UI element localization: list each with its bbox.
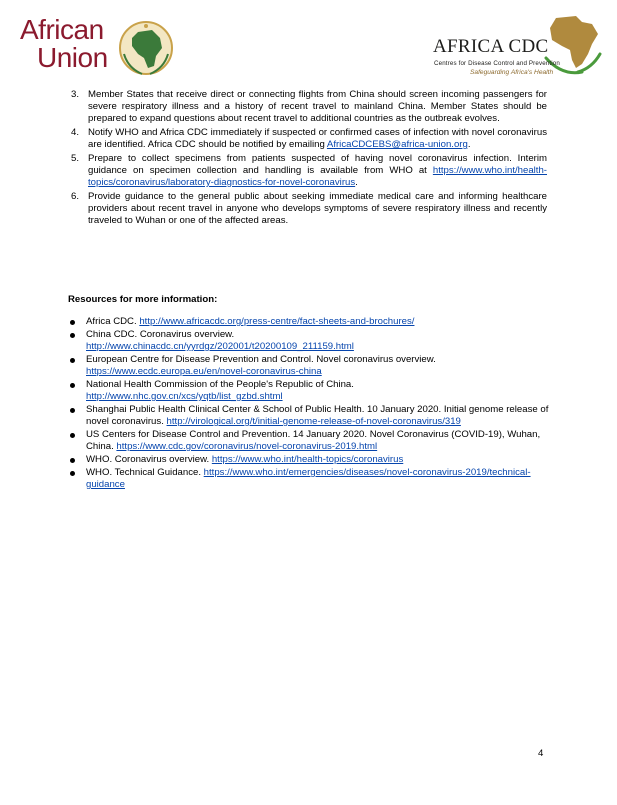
list-item (71, 153, 547, 189)
resource-text: WHO. Coronavirus overview. (86, 454, 212, 465)
resource-link[interactable]: https://www.who.int/emergencies/diseases/novel-coronavirus-2019/technical-guidance (86, 467, 531, 490)
list-item (70, 354, 550, 378)
bullet-icon (70, 333, 75, 338)
au-emblem-icon (116, 18, 176, 78)
item-text: Member States that receive direct or connecting flights from China should screen incoming passengers for severe respiratory illness and a history of recent travel to mainland China. Member States should be prepared to expand questions about recent travel to additional countries as the outbreak evolves. (88, 89, 547, 124)
bullet-icon (70, 408, 75, 413)
resource-link[interactable]: https://www.cdc.gov/coronavirus/novel-coronavirus-2019.html (116, 441, 378, 452)
item-text-after: . (467, 139, 471, 150)
resource-text: Shanghai Public Health Clinical Center & School of Public Health. 10 January 2020. Initial genome release of novel coronavirus. (86, 404, 549, 427)
list-item (70, 454, 550, 466)
bullet-icon (70, 458, 75, 463)
list-item (70, 329, 550, 353)
recommendations-list (71, 89, 547, 229)
africa-cdc-subtitle: Centres for Disease Control and Prevention (434, 60, 560, 67)
resource-text: China CDC. Coronavirus overview. (86, 329, 235, 340)
africa-cdc-tagline: Safeguarding Africa's Health (470, 69, 554, 76)
item-number: 4. (71, 127, 80, 138)
resource-link[interactable]: http://www.africacdc.org/press-centre/fact-sheets-and-brochures/ (139, 316, 415, 327)
africa-cdc-logo (430, 14, 605, 82)
email-link[interactable]: AfricaCDCEBS@africa-union.org (326, 139, 468, 150)
list-item (70, 404, 550, 428)
resource-link[interactable]: https://www.ecdc.europa.eu/en/novel-coronavirus-china (86, 366, 322, 377)
bullet-icon (70, 471, 75, 476)
list-item (70, 467, 550, 491)
item-text: Provide guidance to the general public about seeking immediate medical care and informing healthcare providers about recent travel in anyone who develops symptoms of severe respiratory illness and recently traveled to Wuhan or one of the affected areas. (88, 191, 547, 226)
africa-cdc-title: AFRICA CDC (433, 36, 549, 57)
resource-link[interactable]: http://www.chinacdc.cn/yyrdgz/202001/t20200109_211159.html (86, 341, 354, 352)
resource-link[interactable]: http://www.nhc.gov.cn/xcs/yqtb/list_gzbd.shtml (86, 391, 283, 402)
au-line1: African (20, 14, 104, 45)
page-number: 4 (538, 748, 544, 759)
item-text-after: . (355, 177, 358, 188)
resource-text: US Centers for Disease Control and Prevention. 14 January 2020. Novel Coronavirus (COVID-19), Wuhan, China. (86, 429, 541, 452)
list-item (70, 316, 550, 328)
item-text: Notify WHO and Africa CDC immediately if suspected or confirmed cases of infection with novel coronavirus are identified. Africa CDC should be notified by emailing (88, 127, 547, 150)
resource-text: European Centre for Disease Prevention and Control. Novel coronavirus overview. (86, 354, 436, 365)
who-lab-diagnostics-link[interactable]: https://www.who.int/health-topics/coronavirus/laboratory-diagnostics-for-novel-coronavirus (88, 165, 547, 188)
list-item (70, 429, 550, 453)
item-number: 3. (71, 89, 80, 100)
au-line2: Union (37, 42, 108, 73)
resource-link[interactable]: http://virological.org/t/initial-genome-release-of-novel-coronavirus/319 (166, 416, 461, 427)
list-item (71, 191, 547, 227)
resource-link[interactable]: https://www.who.int/health-topics/coronavirus (211, 454, 404, 465)
bullet-icon (70, 433, 75, 438)
resource-text: National Health Commission of the People's Republic of China. (86, 379, 354, 390)
bullet-icon (70, 320, 75, 325)
resources-list (70, 316, 550, 492)
resource-text: WHO. Technical Guidance. (86, 467, 204, 478)
item-number: 6. (71, 191, 80, 202)
african-union-logo (20, 16, 190, 82)
item-text: Prepare to collect specimens from patients suspected of having novel coronavirus infection. Interim guidance on specimen collection and handling is available from WHO at (88, 153, 547, 176)
item-number: 5. (71, 153, 80, 164)
resources-heading: Resources for more information: (68, 294, 218, 305)
list-item (71, 127, 547, 151)
bullet-icon (70, 358, 75, 363)
african-union-wordmark (20, 16, 108, 72)
resource-text: Africa CDC. (86, 316, 140, 327)
bullet-icon (70, 383, 75, 388)
list-item (71, 89, 547, 125)
list-item (70, 379, 550, 403)
